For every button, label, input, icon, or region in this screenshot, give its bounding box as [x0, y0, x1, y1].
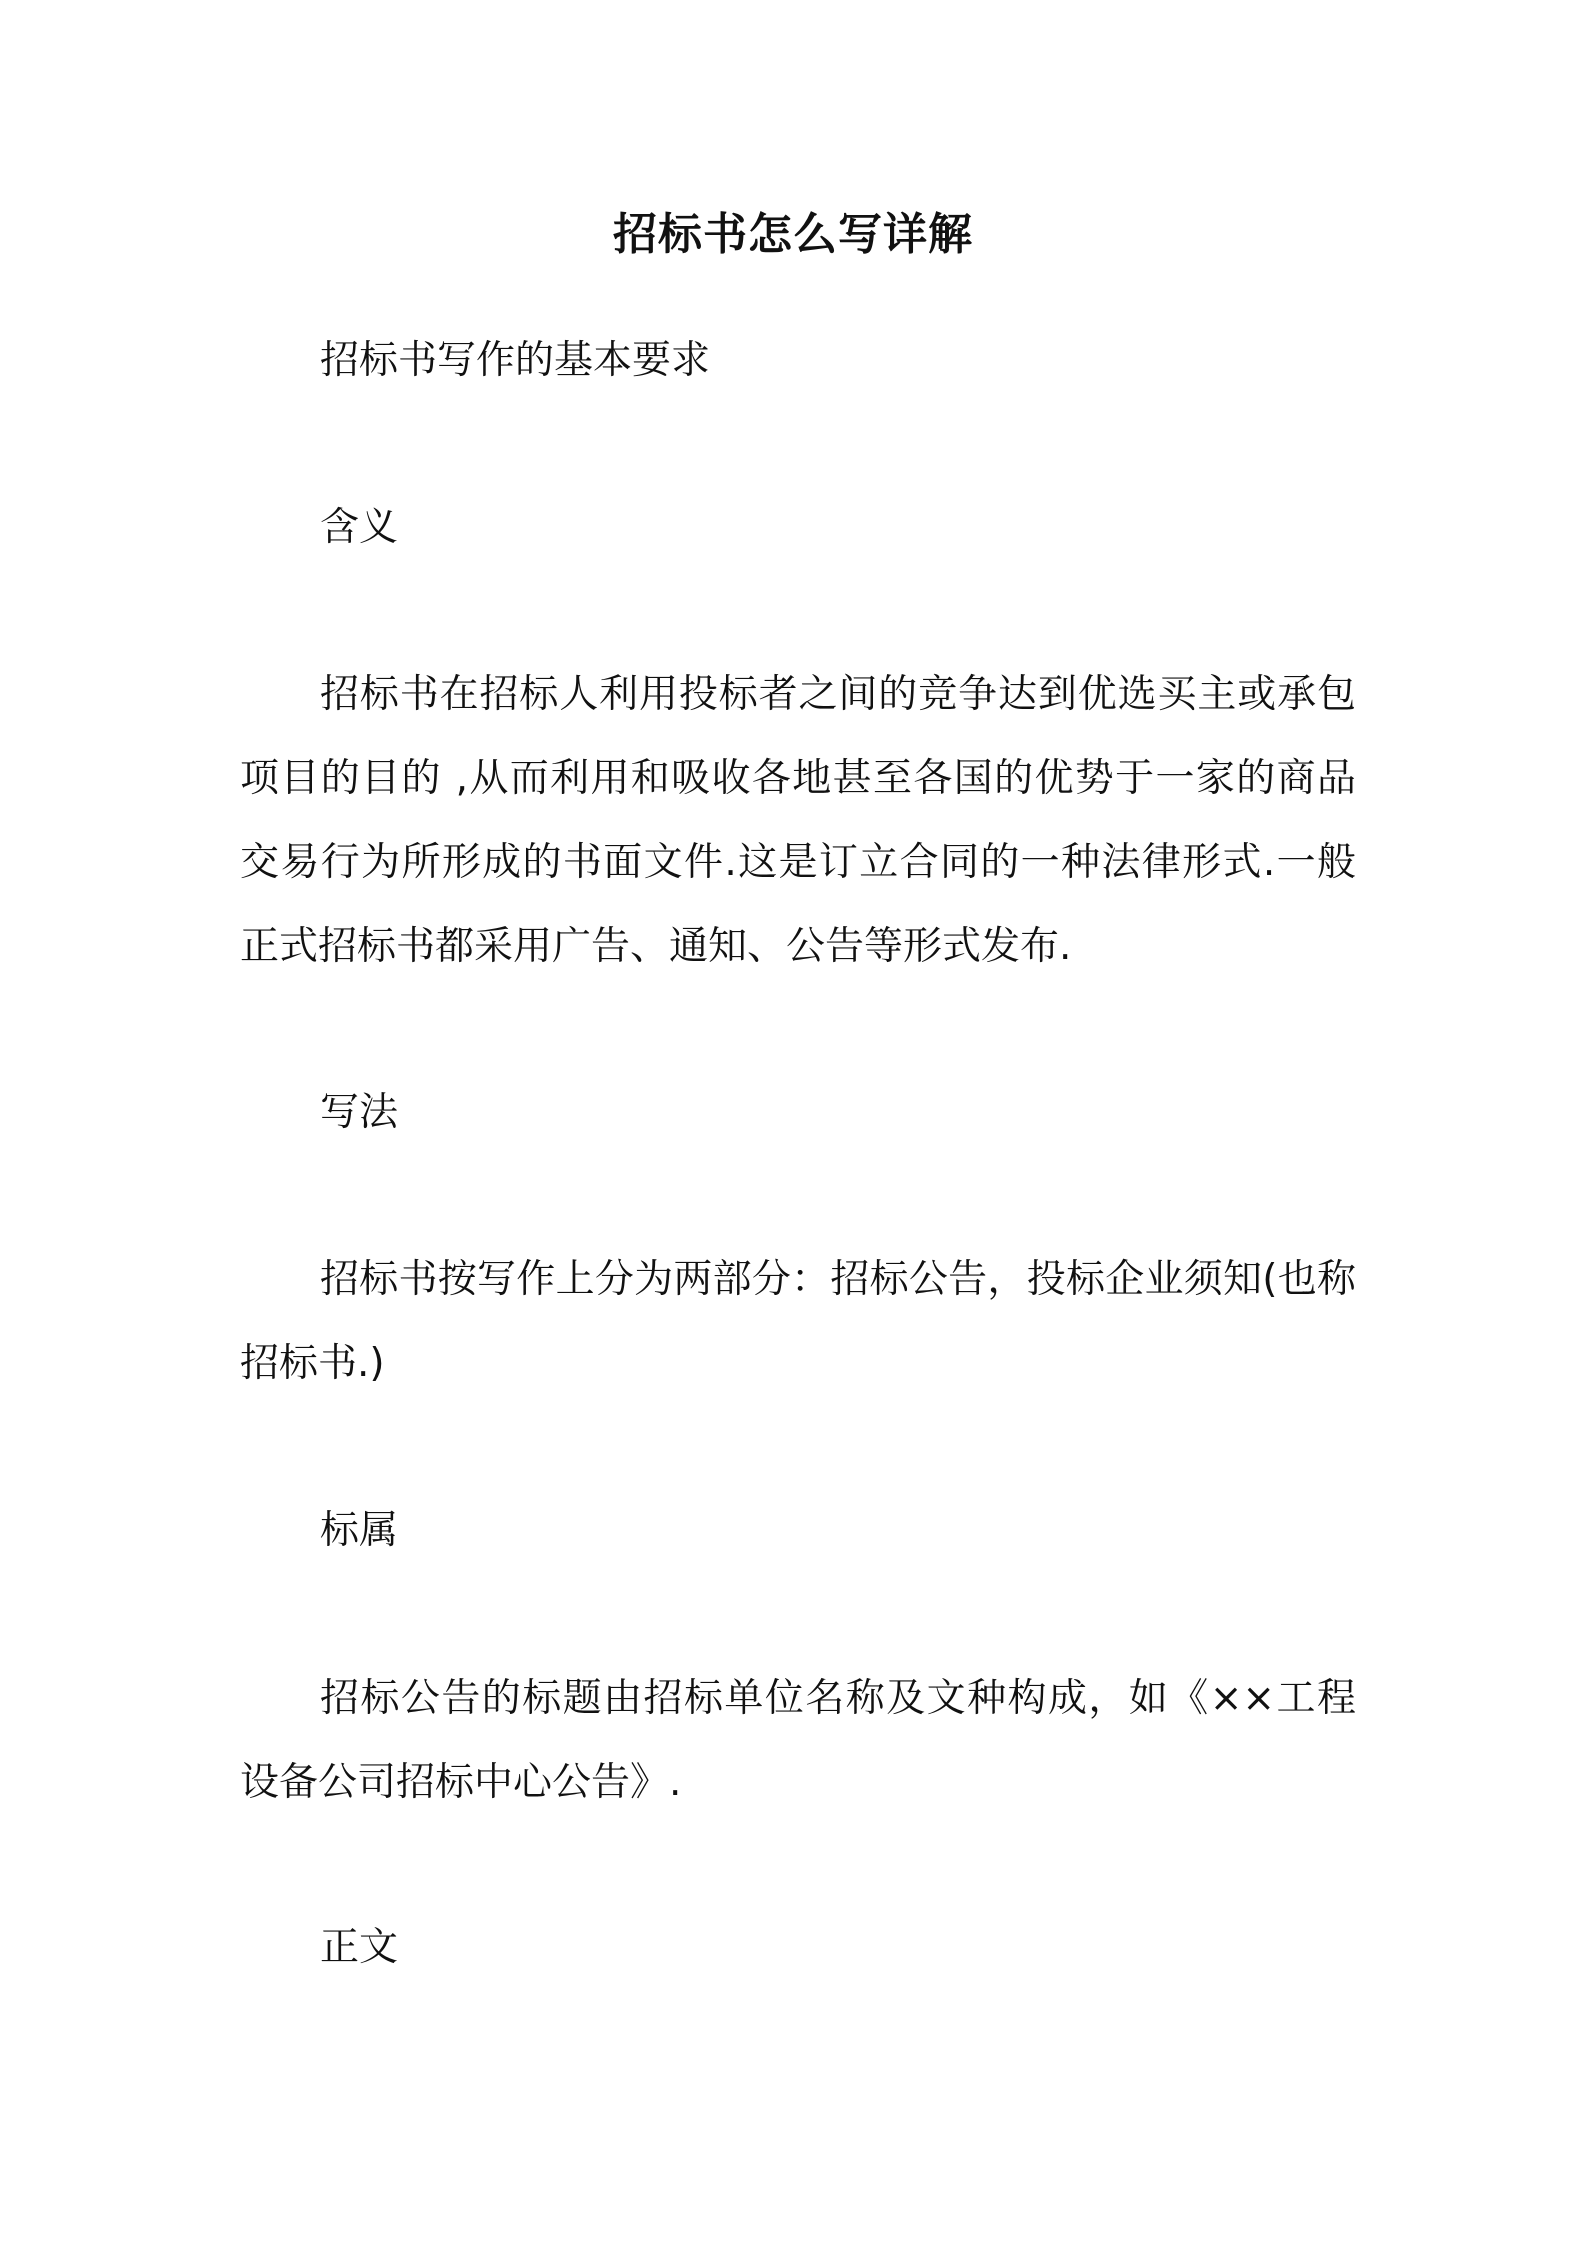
heading-writing-method: 写法: [320, 1090, 399, 1135]
document-title: 招标书怎么写详解: [613, 209, 973, 260]
heading-title-part: 标属: [320, 1508, 399, 1553]
paragraph-title-part: 招标公告的标题由招标单位名称及文种构成，如《××工程设备公司招标中心公告》.: [240, 1676, 1356, 1805]
heading-meaning: 含义: [320, 505, 399, 550]
paragraph-writing-method: 招标书按写作上分为两部分：招标公告，投标企业须知(也称招标书.): [240, 1257, 1356, 1386]
paragraph-meaning: 招标书在招标人利用投标者之间的竞争达到优选买主或承包项目的目的 ,从而利用和吸收各地甚至各国的优势于一家的商品交易行为所形成的书面文件.这是订立合同的一种法律形式.一般正式招标书都采用广告、通知、公告等形式发布.: [240, 672, 1356, 969]
heading-body: 正文: [320, 1925, 399, 1970]
section-heading-basic-requirements: 招标书写作的基本要求: [320, 338, 711, 383]
